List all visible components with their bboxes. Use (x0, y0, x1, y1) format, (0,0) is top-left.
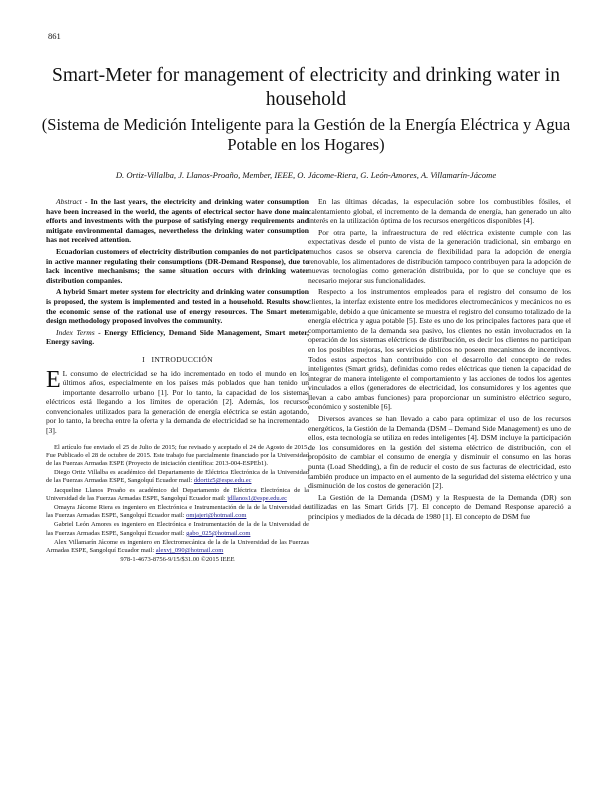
title-spanish: (Sistema de Medición Inteligente para la Gestión de la Energía Eléctrica y Agua Potable en los Hogares) (41, 115, 571, 154)
email-link[interactable]: omjajeri@hotmail.com (186, 512, 247, 520)
index-terms-label: Index Terms (56, 327, 95, 337)
abstract-paragraph: Ecuadorian customers of electricity distribution companies do not participate in active manner regulating their consumptions (DR-Demand Response), due to lack incentive mechanisms; the same situation occurs with drinking water distribution companies. (46, 246, 309, 285)
abstract-paragraph: A hybrid Smart meter system for electricity and drinking water consumption is proposed, the system is implemented and tested in a household. Results show the economic sense of the rational use of energy resources. The Smart meter design methodology proposed involves the community. (46, 287, 309, 326)
intro-text: L consumo de electricidad se ha ido incrementado en todo el mundo en los últimos años, especialmente en los países más poblados que han tenido un importante desarrollo urbano [1]. Por lo tanto, la capacidad de los sistemas eléctricos está llegando a los límites de operación [2]. Además, los recursos convencionales utilizados para la generación de energía eléctrica se están agotando, por lo tanto, la brecha entre la oferta y la demanda de electricidad se ha incrementado [3]. (46, 368, 309, 436)
body-paragraph: En las últimas décadas, la especulación sobre los combustibles fósiles, el calentamiento global, el incremento de la demanda de energía, han generado un alto interés en la utilización óptima de los recursos energéticos disponibles [4]. (308, 197, 571, 226)
footnote-author-text: Jacqueline Llanos Proaño es académico del Departamento de Eléctrica Electrónica de la Universidad de las Fuerzas Armadas ESPE, Sangolquí Ecuador mail: (46, 486, 309, 502)
section-heading (46, 355, 309, 365)
footnote-author-text: Omayra Jácome Riera es ingeniero en Electrónica e Instrumentación de la de la Universidad de las Fuerzas Armadas ESPE, Sangolquí Ecuador mail: (46, 504, 309, 520)
body-paragraph: Diversos avances se han llevado a cabo para optimizar el uso de los recursos energéticos, la Gestión de la Demanda (DSM – Demand Side Management) es uno de ellos, esta tecnología se utiliza en redes inteligentes [4]. DSM incluye la participación de los consumidores en la gestión del sistema eléctrico de distribución, con el propósito de cambiar el consumo de energía y disminuir el consumo en las horas punta (Load Shedding), a fin de reducir el costo de sus facturas de electricidad, esto también produce un impacto en el aumento de la seguridad del sistema eléctrico y una disminución de los costos de generación [2]. (308, 414, 571, 491)
drop-cap: E (46, 366, 61, 393)
section-title: INTRODUCCIÓN (151, 354, 213, 364)
isbn-line: 978-1-4673-8756-9/15/$31.00 ©2015 IEEE (120, 556, 235, 564)
footnote-author-text: Gabriel León Amores es ingeniero en Electrónica e Instrumentación de la de la Universidad de las Fuerzas Armadas ESPE, Sangolquí Ecuador mail: (46, 521, 309, 537)
index-terms-text: Energy Efficiency, Demand Side Management, Smart meter, Energy saving. (46, 327, 309, 347)
paper-title (40, 64, 572, 155)
footnote-author (46, 487, 309, 503)
page-number: 861 (48, 31, 61, 41)
index-terms: Index Terms - Energy Efficiency, Demand Side Management, Smart meter, Energy saving. (46, 327, 309, 347)
abstract-paragraph: Abstract - In the last years, the electricity and drinking water consumption have been increased in the world, the agents of electrical sector have done main efforts and investments with the purpose of satisfying energy requirements and mitigate environmental damages, nevertheless the drinking water consumption has not received attention. (46, 197, 310, 245)
intro-paragraph (46, 366, 309, 436)
body-paragraph: Respecto a los instrumentos empleados para el registro del consumo de los clientes, la interfaz existente entre los medidores electromecánicos y mecánicos no es amigable, debido a que únicamente se muestra el registro del consumo totalizado de la energía eléctrica y agua potable [5]. Este es uno de los principales factores para que el comportamiento de la demanda sea pasivo, los clientes no están involucrados en la operación de los sistemas eléctricos de distribución, es decir los clientes no participan en los posibles mejoras, los servicios públicos no poseen mecanismos de incentivos. Todos estos aspectos han contribuido con el desarrollo del concepto de redes inteligentes (Smart grids), definidas como redes eléctricas que tienen la capacidad de integrar de manera inteligente el comportamiento y las acciones de todos los agentes vinculados a ellos (generadores de electricidad, los consumidores y los agentes que llevan a cabo ambas funciones) para proporcionar un suministro eléctrico seguro, económico y sostenible [6]. (308, 287, 571, 412)
footnotes (46, 444, 309, 565)
footnote-author (46, 469, 309, 485)
abstract (46, 197, 309, 326)
abstract-text-1: In the last years, the electricity and drinking water consumption have been increased in the world, the agents of electrical sector have done main efforts and investments with the purpose of satisfying energy requirements and mitigate environmental damages, nevertheless the drinking water consumption has not received attention. (46, 197, 310, 245)
footnote-author-text: Diego Ortiz Villalba es académico del Departamento de Eléctrica Electrónica de la Universidad de las Fuerzas Armadas ESPE, Sangolquí Ecuador mail: (46, 469, 309, 485)
right-column (308, 197, 571, 524)
email-link[interactable]: alexvj_090@hotmail.com (155, 547, 224, 555)
footnote-author (46, 504, 309, 520)
section-number: I (142, 354, 145, 364)
left-column (46, 197, 309, 566)
footnote-author-text: Alex Villamarín Jácome es ingeniero en Electromecánica de la de la Universidad de las Fuerzas Armadas ESPE, Sangolquí Ecuador mail: (46, 538, 309, 555)
footnote-author (46, 539, 309, 555)
author-list: D. Ortiz-Villalba, J. Llanos-Proaño, Member, IEEE, O. Jácome-Riera, G. León-Amores, A. Villamarín-Jácome (115, 170, 497, 180)
footnote-author (46, 521, 309, 537)
email-link[interactable]: jdllanos1@espe.edu.ec (227, 494, 288, 502)
body-paragraph: La Gestión de la Demanda (DSM) y la Respuesta de la Demanda (DR) son utilizadas en las Smart Grids [7]. El concepto de Demand Response apareció a principios y mediados de la década de 1980 [1]. El concepto de DSM fue (308, 492, 571, 521)
body-paragraph: Por otra parte, la infraestructura de red eléctrica existente cumple con las expectativas desde el punto de vista de la generación tradicional, sin embargo en muchos casos se observa carencia de flexibilidad para la adopción de energía renovable, los alimentadores de distribución tampoco contribuyen para la adopción de nuevas tecnologías como generación distribuida, por lo que se concluye que es necesario mejorar sus funcionalidades. (308, 227, 571, 285)
footnote-received: El artículo fue enviado el 25 de Julio de 2015; fue revisado y aceptado el 24 de Agosto de 2015. Fue Publicado el 28 de octubre de 2015. Este trabajo fue parcialmente financiado por la Universidad de las Fuerzas Armadas ESPE (Proyecto de iniciación científica: 2013-004-ESPEb1). (46, 443, 309, 468)
email-link[interactable]: ddortiz5@espe.edu.ec (193, 477, 252, 485)
abstract-label: Abstract (56, 197, 82, 206)
title-english: Smart-Meter for management of electricity and drinking water in household (52, 65, 560, 110)
email-link[interactable]: gabo_025@hotmail.com (186, 529, 251, 537)
